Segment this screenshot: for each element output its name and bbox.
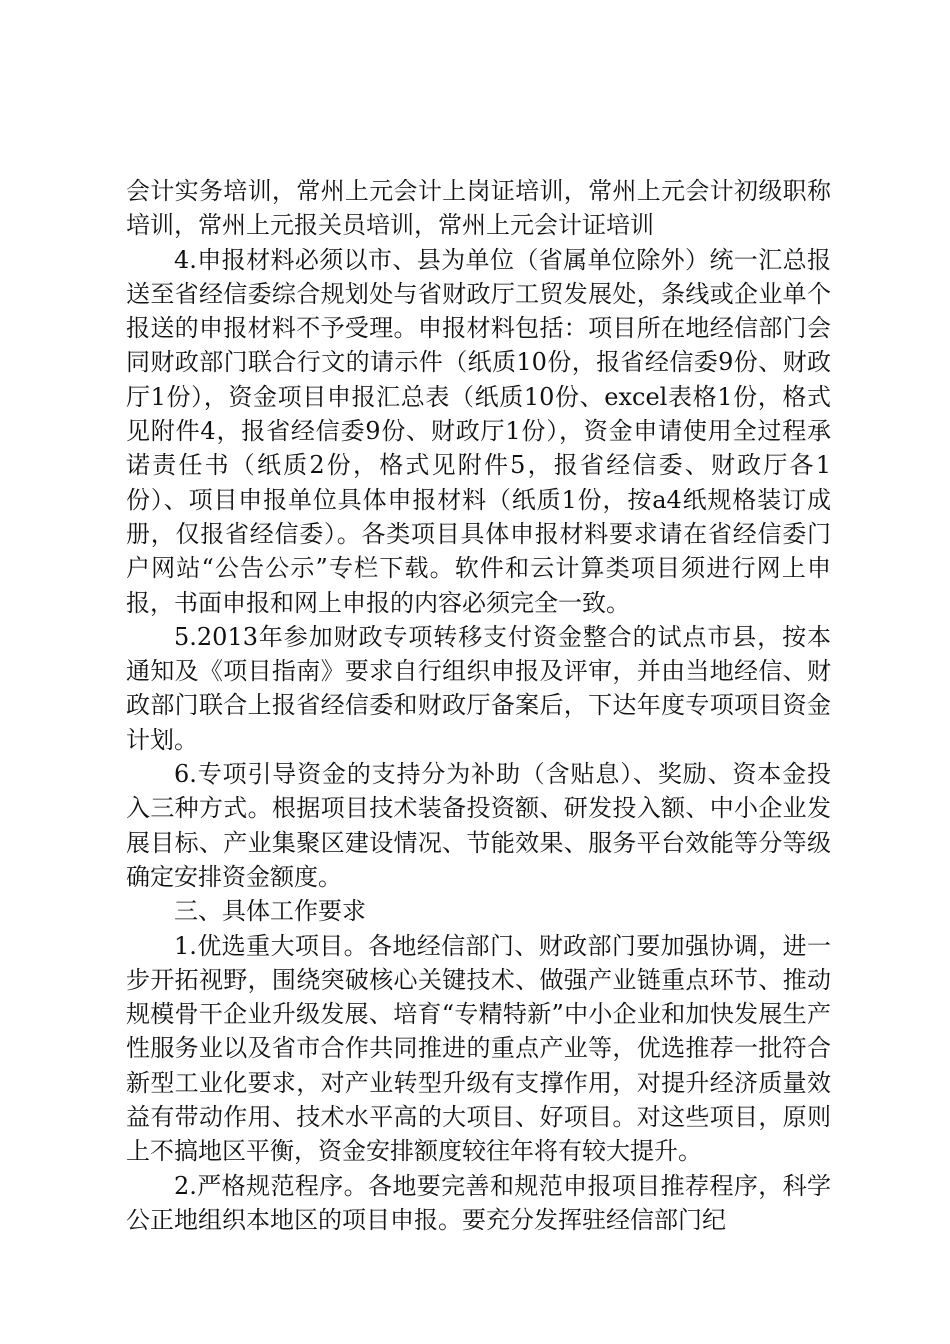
paragraph-requirement-2-procedures: 2.严格规范程序。各地要完善和规范申报项目推荐程序，科学公正地组织本地区的项目申报。要充分发挥驻经信部门纪 (126, 1171, 831, 1234)
document-body (126, 174, 831, 1237)
paragraph-requirement-1-major-projects: 1.优选重大项目。各地经信部门、财政部门要加强协调，进一步开拓视野，围绕突破核心关键技术、做强产业链重点环节、推动规模骨干企业升级发展、培育“专精特新”中小企业和加快发展生产性服务业以及省市合作共同推进的重点产业等，优选推荐一批符合新型工业化要求，对产业转型升级有支撑作用，对提升经济质量效益有带动作用、技术水平高的大项目、好项目。对这些项目，原则上不搞地区平衡，资金安排额度较往年将有较大提升。 (126, 931, 831, 1166)
paragraph-item-4-application-materials: 4.申报材料必须以市、县为单位（省属单位除外）统一汇总报送至省经信委综合规划处与省财政厅工贸发展处，条线或企业单个报送的申报材料不予受理。申报材料包括：项目所在地经信部门会同财政部门联合行文的请示件（纸质10份，报省经信委9份、财政厅1份），资金项目申报汇总表（纸质10份、excel表格1份，格式见附件4，报省经信委9份、财政厅1份），资金申请使用全过程承诺责任书（纸质2份，格式见附件5，报省经信委、财政厅各1份）、项目申报单位具体申报材料（纸质1份，按a4纸规格装订成册，仅报省经信委）。各类项目具体申报材料要求请在省经信委门户网站“公告公示”专栏下载。软件和云计算类项目须进行网上申报，书面申报和网上申报的内容必须完全一致。 (126, 245, 831, 617)
paragraph-item-6-support-methods: 6.专项引导资金的支持分为补助（含贴息）、奖励、资本金投入三种方式。根据项目技术装备投资额、研发投入额、中小企业发展目标、产业集聚区建设情况、节能效果、服务平台效能等分等级确定安排资金额度。 (126, 760, 831, 891)
paragraph-training-list: 会计实务培训，常州上元会计上岗证培训，常州上元会计初级职称培训，常州上元报关员培训，常州上元会计证培训 (126, 177, 831, 240)
paragraph-item-5-pilot-cities: 5.2013年参加财政专项转移支付资金整合的试点市县，按本通知及《项目指南》要求自行组织申报及评审，并由当地经信、财政部门联合上报省经信委和财政厅备案后，下达年度专项项目资金计划。 (126, 622, 831, 754)
section-heading-work-requirements: 三、具体工作要求 (174, 897, 366, 926)
